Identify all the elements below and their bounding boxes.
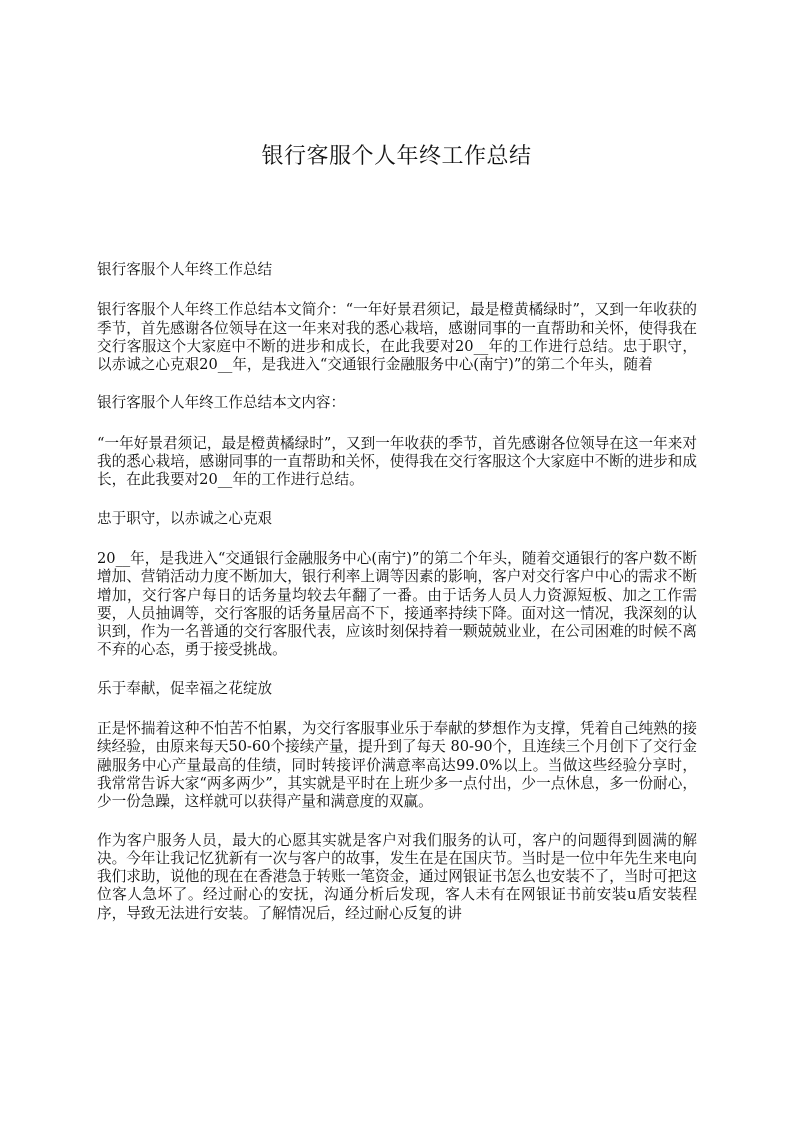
section-heading-loyalty: 忠于职守，以赤诚之心克艰 (97, 509, 273, 527)
section-heading: 银行客服个人年终工作总结 (97, 261, 273, 278)
document-body (97, 261, 697, 943)
summary-paragraph: 银行客服个人年终工作总结本文简介：“一年好景君须记，最是橙黄橘绿时”，又到一年收获的季节，首先感谢各位领导在这一年来对我的悉心栽培，感谢同事的一直帮助和关怀，使得我在交行客服这个大家庭中不断的进步和成长，在此我要对20__年的工作进行总结。忠于职守，以赤诚之心克艰20__年，是我进入“交通银行金融服务中心(南宁)”的第二个年头，随着 (97, 301, 697, 374)
page-title: 银行客服个人年终工作总结 (261, 144, 532, 169)
loyalty-paragraph: 20__年，是我进入“交通银行金融服务中心(南宁)”的第二个年头，随着交通银行的客户数不断增加、营销活动力度不断加大，银行利率上调等因素的影响，客户对交行客户中心的需求不断增加，交行客户每日的话务量均较去年翻了一番。由于话务人员人力资源短板、加之工作需要，人员抽调等，交行客服的话务量居高不下，接通率持续下降。面对这一情况，我深刻的认识到，作为一名普通的交行客服代表，应该时刻保持着一颗兢兢业业，在公司困难的时候不离不弃的心态，勇于接受挑战。 (97, 549, 697, 659)
content-heading: 银行客服个人年终工作总结本文内容： (97, 394, 346, 412)
intro-paragraph: “一年好景君须记，最是橙黄橘绿时”，又到一年收获的季节，首先感谢各位领导在这一年来对我的悉心栽培，感谢同事的一直帮助和关怀，使得我在交行客服这个大家庭中不断的进步和成长，在此我要对20__年的工作进行总结。 (97, 434, 697, 489)
customer-story-paragraph: 作为客户服务人员，最大的心愿其实就是客户对我们服务的认可，客户的问题得到圆满的解决。今年让我记忆犹新有一次与客户的故事，发生在是在国庆节。当时是一位中年先生来电向我们求助，说他的现在在香港急于转账一笔资金，通过网银证书怎么也安装不了，当时可把这位客人急坏了。经过耐心的安抚，沟通分析后发现，客人未有在网银证书前安装u盾安装程序，导致无法进行安装。了解情况后，经过耐心反复的讲 (97, 831, 697, 922)
dedication-paragraph: 正是怀揣着这种不怕苦不怕累，为交行客服事业乐于奉献的梦想作为支撑，凭着自己纯熟的接续经验，由原来每天50-60个接续产量，提升到了每天 80-90个，且连续三个月创下了交行金融服务中心产量最高的佳绩，同时转接评价满意率高达99.0%以上。当做这些经验分享时，我常常告诉大家“两多两少”，其实就是平时在上班少多一点付出，少一点休息，多一份耐心，少一份急躁，这样就可以获得产量和满意度的双赢。 (97, 720, 697, 811)
section-heading-dedication: 乐于奉献，促幸福之花绽放 (97, 679, 273, 697)
